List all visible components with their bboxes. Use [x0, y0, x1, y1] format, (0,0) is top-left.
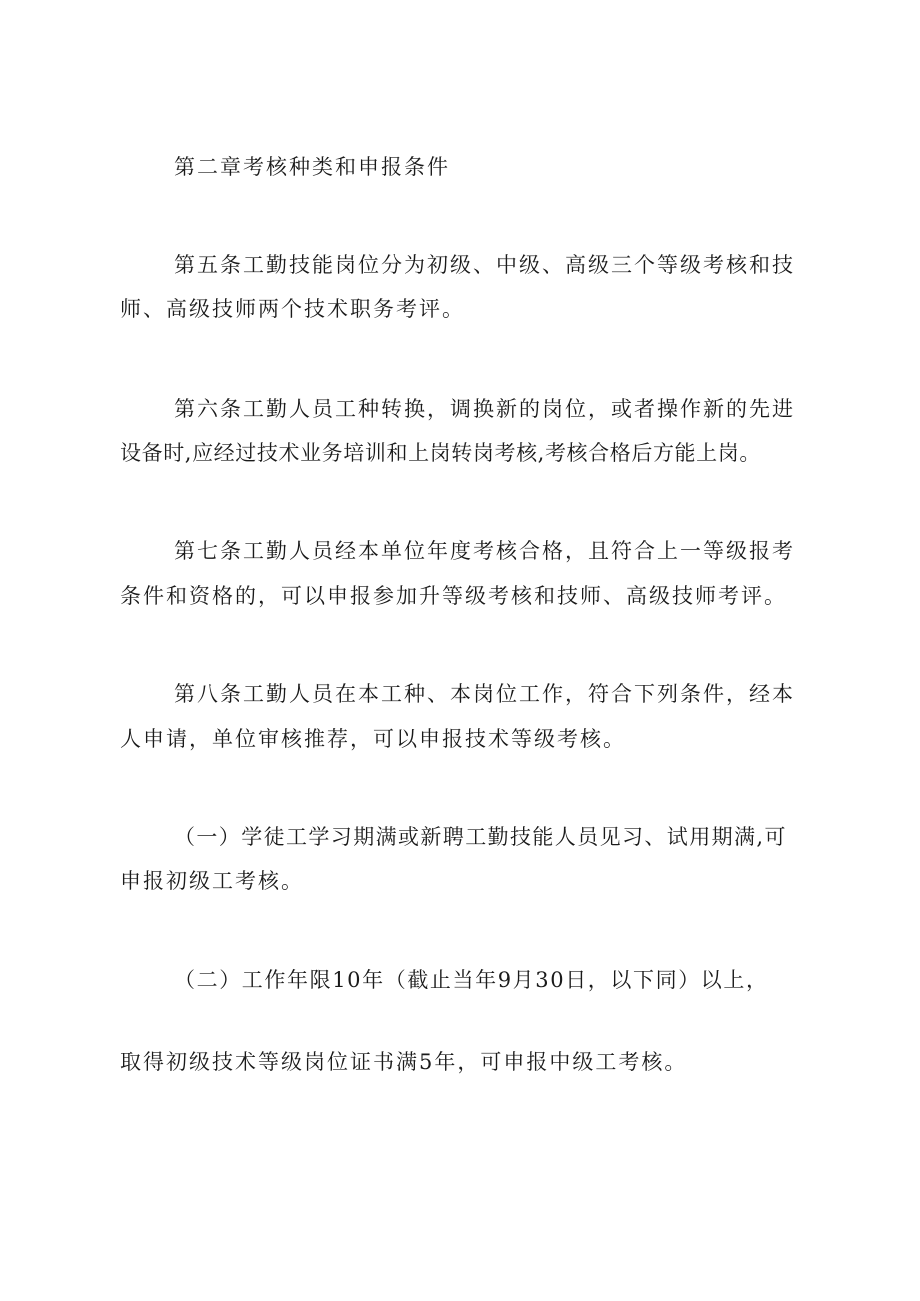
- article-6-line-2: 设备时,应经过技术业务培训和上岗转岗考核,考核合格后方能上岗。: [120, 441, 761, 465]
- article-6-line-1: 第六条工勤人员工种转换，调换新的岗位，或者操作新的先进: [174, 397, 795, 421]
- article-8-line-1: 第八条工勤人员在本工种、本岗位工作，符合下列条件，经本: [174, 682, 795, 706]
- article-7-line-2: 条件和资格的，可以申报参加升等级考核和技师、高级技师考评。: [120, 584, 787, 608]
- article-7-line-1: 第七条工勤人员经本单位年度考核合格，且符合上一等级报考: [174, 539, 795, 563]
- article-8-line-2: 人申请，单位审核推荐，可以申报技术等级考核。: [120, 727, 626, 751]
- article-5-line-2: 师、高级技师两个技术职务考评。: [120, 297, 465, 321]
- chapter-heading: 第二章考核种类和申报条件: [174, 155, 450, 179]
- item-1-line-1: （一）学徒工学习期满或新聘工勤技能人员见习、试用期满,可: [174, 825, 787, 849]
- item-1-line-2: 申报初级工考核。: [120, 869, 304, 893]
- item-2-line-2: 取得初级技术等级岗位证书满5年，可申报中级工考核。: [120, 1050, 688, 1074]
- item-2-line-1: （二）工作年限10年（截止当年9月30日，以下同）以上，: [174, 968, 769, 992]
- article-5-line-1: 第五条工勤技能岗位分为初级、中级、高级三个等级考核和技: [174, 253, 795, 277]
